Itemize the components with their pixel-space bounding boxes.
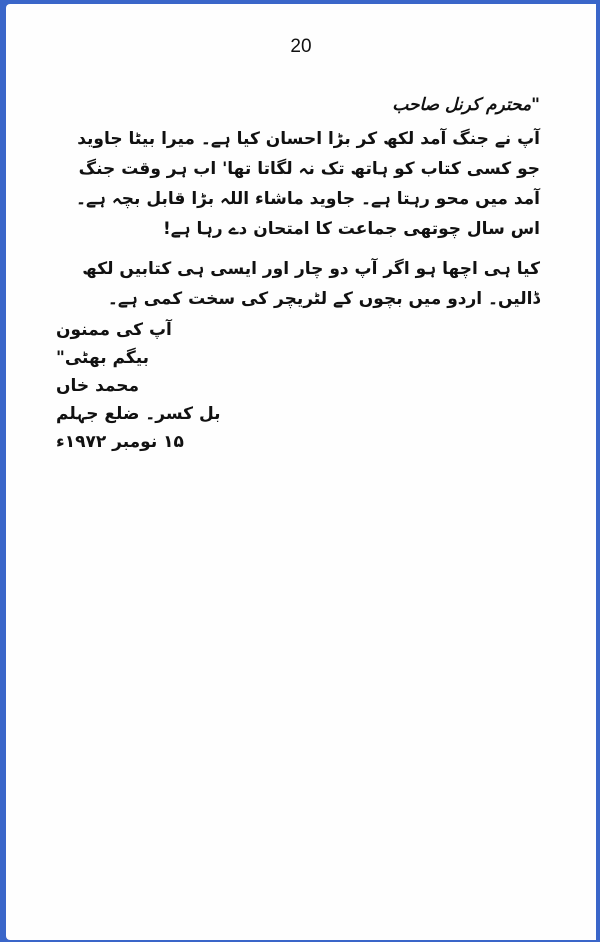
closing-line: آپ کی ممنون — [56, 320, 172, 340]
letter-signoff — [56, 316, 221, 456]
address-line-2: بل کسر۔ ضلع جہلم — [56, 404, 221, 424]
page-number: 20 — [290, 36, 312, 57]
letter-date: ۱۵ نومبر ۱۹۷۲ء — [56, 432, 184, 452]
address-line-1: محمد خاں — [56, 376, 140, 396]
letter-salutation: "محترم کرنل صاحب — [392, 95, 540, 115]
letter-body — [50, 92, 540, 314]
book-page — [6, 4, 596, 940]
letter-paragraph-2: کیا ہی اچھا ہو اگر آپ دو چار اور ایسی ہی کتابیں لکھ ڈالیں۔ اردو میں بچوں کے لٹریچر کی سخت کمی ہے۔ — [82, 259, 540, 309]
signer-name: بیگم بھٹی" — [56, 348, 150, 368]
letter-paragraph-1: آپ نے جنگ آمد لکھ کر بڑا احسان کیا ہے۔ میرا بیٹا جاوید جو کسی کتاب کو ہاتھ تک نہ لگاتا تھا' اب ہر وقت جنگ آمد میں محو رہتا ہے۔ جاوید ماشاء اللہ بڑا قابل بچہ ہے۔ اس سال چوتھی جماعت کا امتحان دے رہا ہے! — [76, 129, 540, 239]
